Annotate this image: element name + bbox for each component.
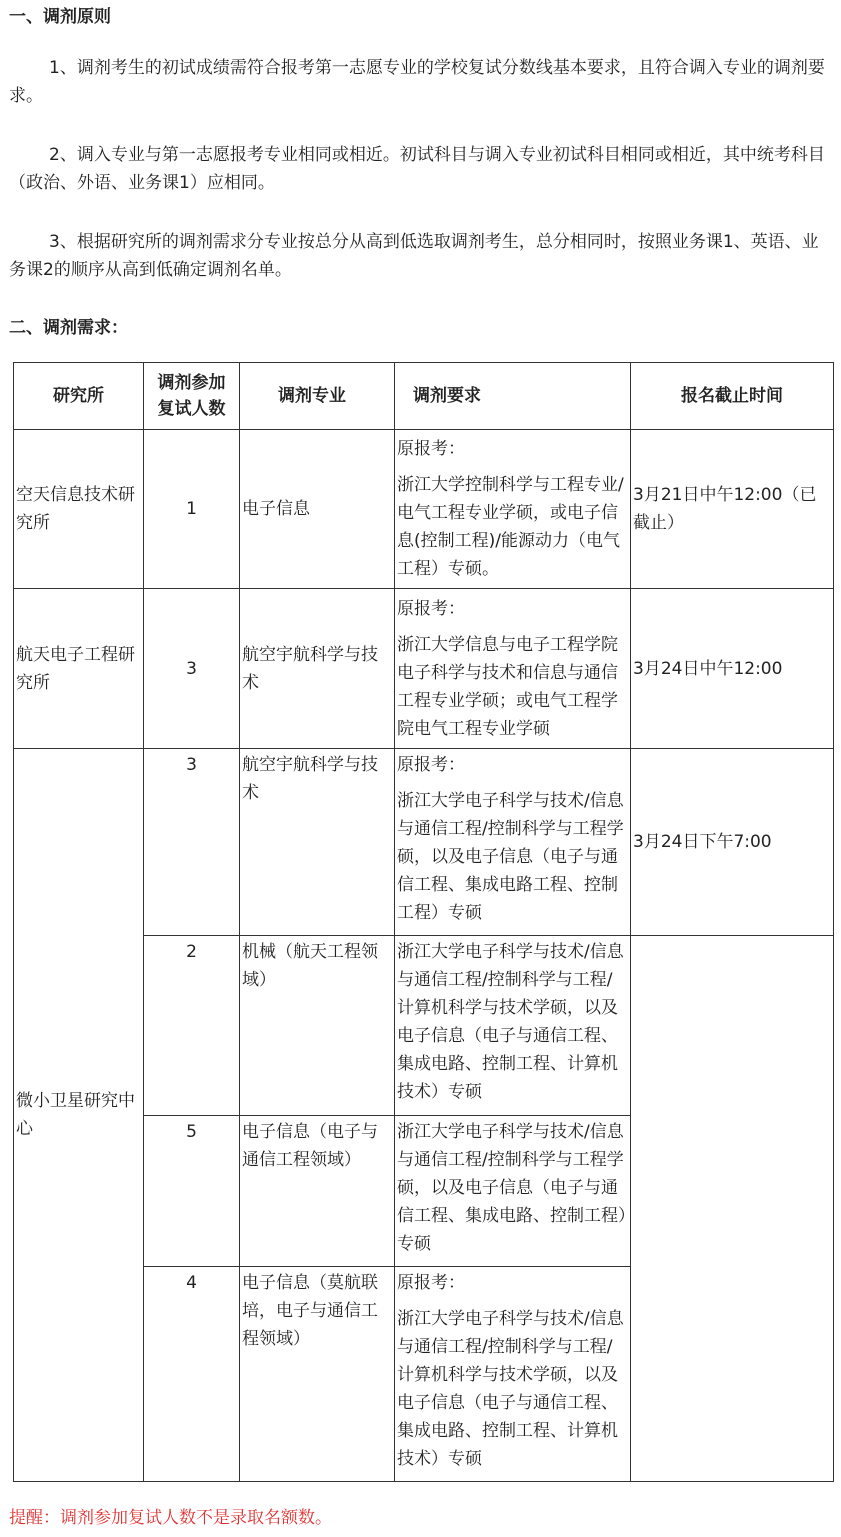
cell-deadline: 3月21日中午12:00（已截止） <box>631 430 834 589</box>
cell-requirement <box>395 589 631 749</box>
req-prefix: 原报考： <box>397 439 465 459</box>
cell-count: 5 <box>144 1116 240 1267</box>
table-row <box>14 430 834 589</box>
cell-major: 机械（航天工程领域） <box>240 936 395 1116</box>
req-text: 浙江大学信息与电子工程学院电子科学与技术和信息与通信工程专业学硕；或电气工程学院电气工程专业学硕 <box>397 634 618 739</box>
table-header-row <box>14 363 834 430</box>
section-title-principles: 一、调剂原则 <box>9 7 111 27</box>
cell-count: 1 <box>144 430 240 589</box>
section-title-needs: 二、调剂需求： <box>9 318 128 338</box>
cell-requirement <box>395 1267 631 1482</box>
cell-major: 电子信息（莫航联培，电子与通信工程领域） <box>240 1267 395 1482</box>
cell-count: 3 <box>144 749 240 936</box>
header-count-line2: 复试人数 <box>157 399 226 419</box>
cell-deadline: 3月24日下午7:00 <box>631 749 834 936</box>
cell-count: 3 <box>144 589 240 749</box>
cell-count: 2 <box>144 936 240 1116</box>
header-requirement: 调剂要求 <box>395 363 631 430</box>
cell-major: 航空宇航科学与技术 <box>240 589 395 749</box>
cell-major: 电子信息（电子与通信工程领域） <box>240 1116 395 1267</box>
req-prefix: 原报考： <box>397 755 465 775</box>
header-count-line1: 调剂参加 <box>157 373 226 393</box>
header-major: 调剂专业 <box>240 363 395 430</box>
cell-major: 电子信息 <box>240 430 395 589</box>
cell-count: 4 <box>144 1267 240 1482</box>
cell-institute: 微小卫星研究中心 <box>14 749 144 1482</box>
cell-requirement <box>395 430 631 589</box>
principle-paragraph-1: 1、调剂考生的初试成绩需符合报考第一志愿专业的学校复试分数线基本要求，且符合调入专业的调剂要求。 <box>9 58 825 106</box>
header-deadline: 报名截止时间 <box>631 363 834 430</box>
cell-major: 航空宇航科学与技术 <box>240 749 395 936</box>
cell-institute: 航天电子工程研究所 <box>14 589 144 749</box>
req-text: 浙江大学电子科学与技术/信息与通信工程/控制科学与工程学硕，以及电子信息（电子与通信工程、集成电路工程、控制工程）专硕 <box>397 791 624 923</box>
header-institute: 研究所 <box>14 363 144 430</box>
principle-paragraph-2: 2、调入专业与第一志愿报考专业相同或相近。初试科目与调入专业初试科目相同或相近，其中统考科目（政治、外语、业务课1）应相同。 <box>9 145 825 193</box>
adjustment-table <box>13 362 834 1482</box>
principle-paragraph-3: 3、根据研究所的调剂需求分专业按总分从高到低选取调剂考生，总分相同时，按照业务课1、英语、业务课2的顺序从高到低确定调剂名单。 <box>9 232 819 280</box>
header-count <box>144 363 240 430</box>
table-row <box>14 749 834 936</box>
req-text: 浙江大学电子科学与技术/信息与通信工程/控制科学与工程/计算机科学与技术学硕，以及电子信息（电子与通信工程、集成电路、控制工程、计算机技术）专硕 <box>397 1309 624 1469</box>
reminder-note: 提醒：调剂参加复试人数不是录取名额数。 <box>9 1508 332 1528</box>
req-prefix: 原报考： <box>397 1273 465 1293</box>
req-text: 浙江大学控制科学与工程专业/电气工程专业学硕，或电子信息(控制工程)/能源动力（电气工程）专硕。 <box>397 475 624 579</box>
req-prefix: 原报考： <box>397 598 465 619</box>
cell-requirement: 浙江大学电子科学与技术/信息与通信工程/控制科学与工程学硕，以及电子信息（电子与通信工程、集成电路、控制工程）专硕 <box>395 1116 631 1267</box>
table-row <box>14 589 834 749</box>
cell-requirement: 浙江大学电子科学与技术/信息与通信工程/控制科学与工程/计算机科学与技术学硕，以及电子信息（电子与通信工程、集成电路、控制工程、计算机技术）专硕 <box>395 936 631 1116</box>
cell-deadline-empty <box>631 936 834 1482</box>
cell-institute: 空天信息技术研究所 <box>14 430 144 589</box>
cell-requirement <box>395 749 631 936</box>
cell-deadline: 3月24日中午12:00 <box>631 589 834 749</box>
